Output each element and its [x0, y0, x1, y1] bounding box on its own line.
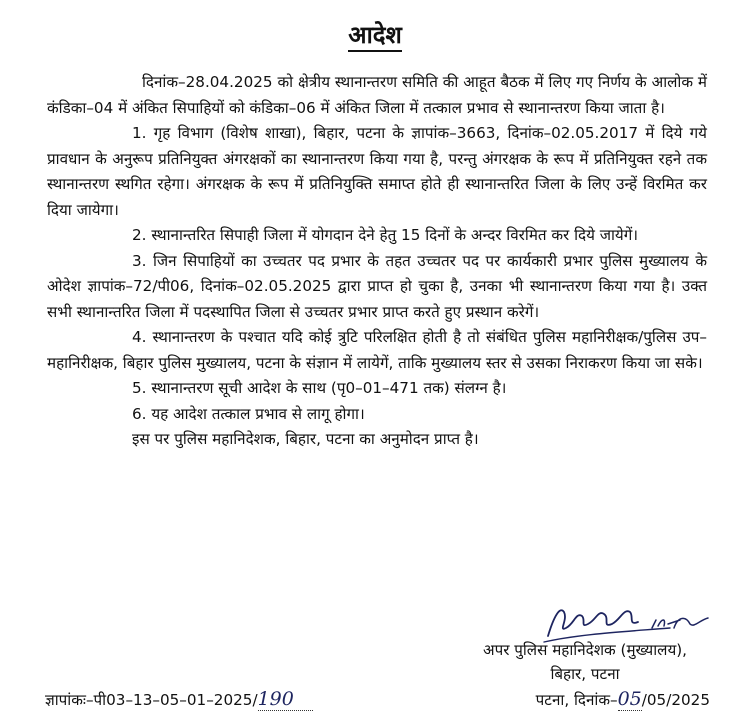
- date-suffix: /05/2025: [641, 691, 710, 709]
- designation-line-1: अपर पुलिस महानिदेशक (मुख्यालय),: [482, 641, 688, 659]
- reference-line: [45, 686, 710, 714]
- memo-reference: [45, 686, 313, 714]
- memo-prefix: ज्ञापांकः–पी03–13–05–01–2025/: [45, 691, 258, 709]
- point-3: 3. जिन सिपाहियों का उच्चतर पद प्रभार के तहत उच्चतर पद पर कार्यकारी प्रभार पुलिस मुख्यालय के ओदेश ज्ञापांक–72/पी06, दिनांक–02.05.2025 द्वारा प्राप्त हो चुका है, उनका भी स्थानान्तरण किया गया है। उक्त सभी स्थानान्तरित जिला में पदस्थापित जिला से उच्चतर प्रभार प्राप्त करते हुए प्रस्थान करेगें।: [47, 251, 707, 321]
- point-6: 6. यह आदेश तत्काल प्रभाव से लागू होगा।: [132, 404, 365, 423]
- approval-line: इस पर पुलिस महानिदेशक, बिहार, पटना का अनुमोदन प्राप्त है।: [132, 430, 479, 448]
- point-1: 1. गृह विभाग (विशेष शाखा), बिहार, पटना के ज्ञापांक–3663, दिनांक–02.05.2017 में दिये गये प्रावधान के अनुरूप प्रतिनियुक्त अंगरक्षकों का स्थानान्तरण किया गया है, परन्तु अंगरक्षक के रूप में प्रतिनियुक्त रहने तक स्थानान्तरण स्थगित रहेगा। अंगरक्षक के रूप में प्रतिनियुक्ति समाप्त होते ही स्थानान्तरित जिला के लिए उन्हें विरमित कर दिया जायेगा।: [47, 124, 707, 219]
- issue-date: [536, 686, 710, 714]
- signatory-designation: [455, 638, 715, 686]
- order-body: [47, 70, 707, 453]
- point-4: 4. स्थानान्तरण के पश्चात यदि कोई त्रुटि परिलक्षित होती है तो संबंधित पुलिस महानिरीक्षक/पुलिस उप–महानिरीक्षक, बिहार पुलिस मुख्यालय, पटना के संज्ञान में लायेगें, ताकि मुख्यालय स्तर से उसका निराकरण किया जा सके।: [47, 328, 707, 372]
- date-prefix: पटना, दिनांक–: [535, 691, 618, 709]
- date-day: 05: [617, 688, 642, 710]
- designation-line-2: बिहार, पटना: [550, 665, 620, 683]
- memo-number: 190: [257, 688, 294, 710]
- point-5: 5. स्थानान्तरण सूची आदेश के साथ (पृ0–01–471 तक) संलग्न है।: [132, 379, 507, 397]
- point-2: 2. स्थानान्तरित सिपाही जिला में योगदान देने हेतु 15 दिनों के अन्दर विरमित कर दिये जायेगें।: [132, 226, 639, 244]
- intro-paragraph: दिनांक–28.04.2025 को क्षेत्रीय स्थानान्तरण समिति की आहूत बैठक में लिए गए निर्णय के आलोक में कंडिका–04 में अंकित सिपाहियों को कंडिका–06 में अंकित जिला में तत्काल प्रभाव से स्थानान्तरण किया जाता है।: [47, 73, 707, 117]
- order-title: [0, 18, 750, 51]
- order-title-text: आदेश: [348, 21, 402, 52]
